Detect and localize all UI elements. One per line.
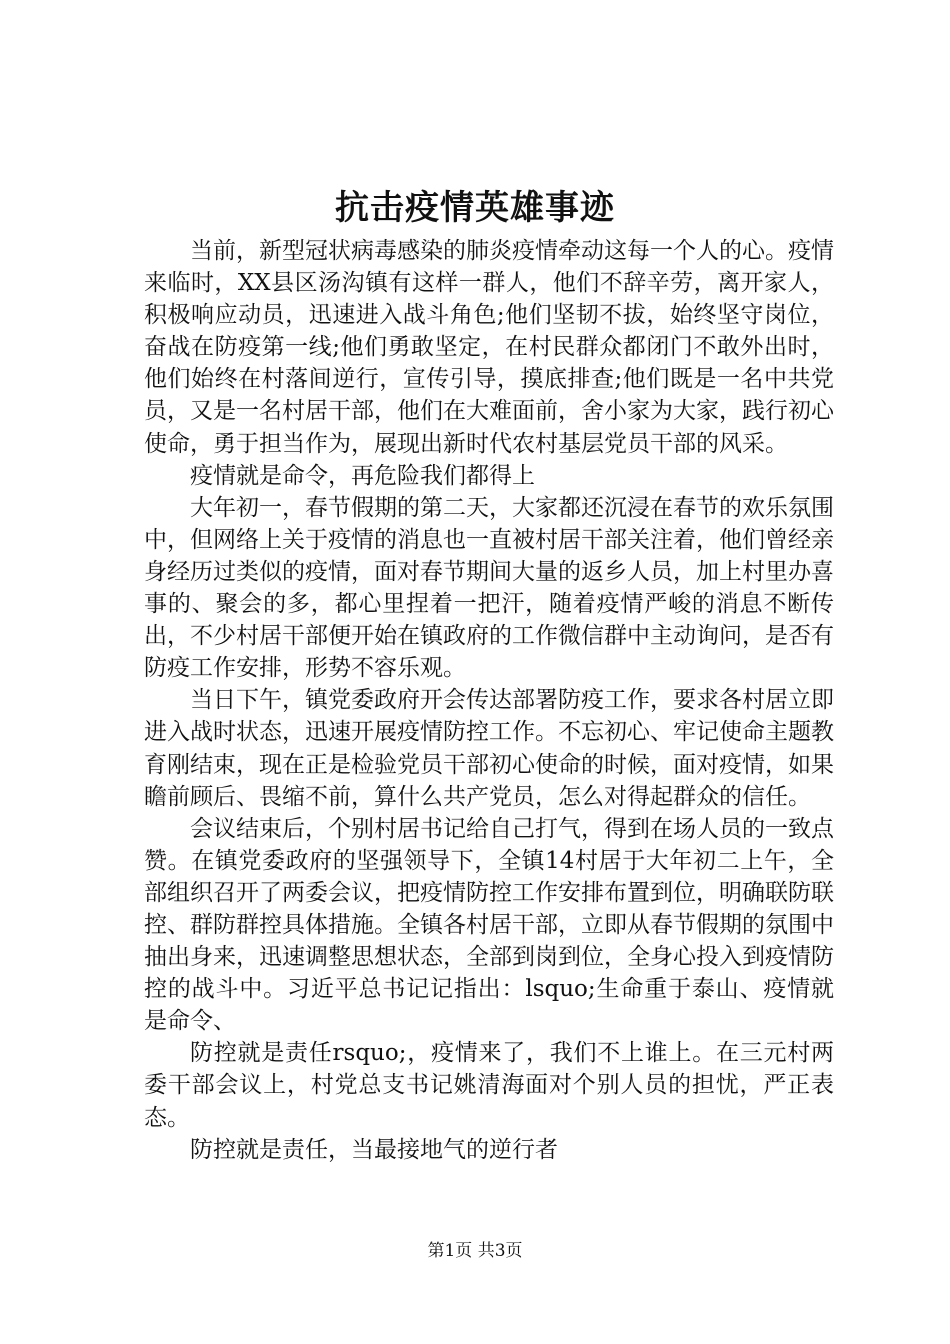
section-heading: 防控就是责任，当最接地气的逆行者 bbox=[190, 1136, 558, 1163]
page-footer bbox=[0, 1239, 950, 1263]
document-body bbox=[144, 235, 834, 1166]
paragraph: 当日下午，镇党委政府开会传达部署防疫工作，要求各村居立即进入战时状态，迅速开展疫情防控工作。不忘初心、牢记使命主题教育刚结束，现在正是检验党员干部初心使命的时候，面对疫情，如果瞻前顾后、畏缩不前，算什么共产党员，怎么对得起群众的信任。 bbox=[144, 687, 834, 810]
paragraph: 当前，新型冠状病毒感染的肺炎疫情牵动这每一个人的心。疫情来临时，XX县区汤沟镇有这样一群人，他们不辞辛劳，离开家人，积极响应动员，迅速进入战斗角色;他们坚韧不拔，始终坚守岗位，奋战在防疫第一线;他们勇敢坚定，在村民群众都闭门不敢外出时，他们始终在村落间逆行，宣传引导，摸底排查;他们既是一名中共党员，又是一名村居干部，他们在大难面前，舍小家为大家，践行初心使命，勇于担当作为，展现出新时代农村基层党员干部的风采。 bbox=[144, 238, 834, 457]
document-title: 抗击疫情英雄事迹 bbox=[335, 188, 615, 228]
section-heading: 疫情就是命令，再危险我们都得上 bbox=[190, 462, 535, 489]
page-number: 第1页 共3页 bbox=[427, 1241, 523, 1261]
paragraph: 会议结束后，个别村居书记给自己打气，得到在场人员的一致点赞。在镇党委政府的坚强领导下，全镇14村居于大年初二上午，全部组织召开了两委会议，把疫情防控工作安排布置到位，明确联防联控、群防群控具体措施。全镇各村居干部，立即从春节假期的氛围中抽出身来，迅速调整思想状态，全部到岗到位，全身心投入到疫情防控的战斗中。习近平总书记记指出：lsquo;生命重于泰山、疫情就是命令、 bbox=[144, 815, 834, 1035]
paragraph: 防控就是责任rsquo;，疫情来了，我们不上谁上。在三元村两委干部会议上，村党总支书记姚清海面对个别人员的担忧，严正表态。 bbox=[144, 1040, 834, 1131]
paragraph: 大年初一，春节假期的第二天，大家都还沉浸在春节的欢乐氛围中，但网络上关于疫情的消息也一直被村居干部关注着，他们曾经亲身经历过类似的疫情，面对春节期间大量的返乡人员，加上村里办喜事的、聚会的多，都心里捏着一把汗，随着疫情严峻的消息不断传出，不少村居干部便开始在镇政府的工作微信群中主动询问，是否有防疫工作安排，形势不容乐观。 bbox=[144, 494, 834, 682]
